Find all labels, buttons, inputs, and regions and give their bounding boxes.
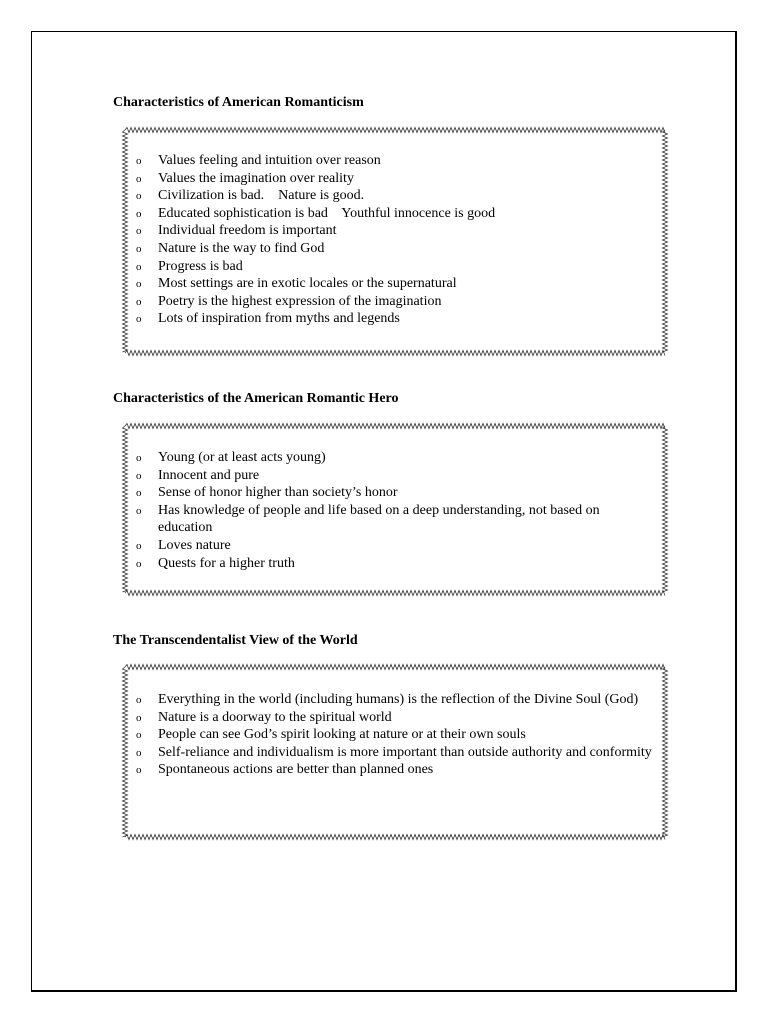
bullet-marker: o [136, 539, 142, 552]
bordered-box-romanticism [122, 127, 668, 356]
bullet-marker: o [136, 694, 142, 706]
list-item [136, 761, 656, 779]
wavy-border-segment [125, 424, 665, 429]
list-item [136, 449, 656, 467]
list-item-text: Nature is the way to find God [158, 240, 325, 256]
list-item-text: Quests for a higher truth [158, 555, 295, 571]
list-item [136, 222, 656, 240]
list-item [136, 187, 656, 205]
list-item [136, 152, 656, 170]
section-heading-romanticism: Characteristics of American Romanticism [113, 95, 364, 110]
wavy-border-segment [123, 426, 128, 592]
list-item-text: Individual freedom is important [158, 223, 337, 239]
bullet-marker: o [136, 504, 142, 517]
bullet-marker: o [136, 278, 142, 291]
bullet-marker: o [136, 172, 142, 185]
bullet-marker: o [136, 155, 142, 167]
list-item [136, 709, 656, 727]
wavy-border-segment [663, 426, 668, 592]
list-item-text: Poetry is the highest expression of the imagination [158, 293, 442, 309]
bullet-marker: o [136, 295, 142, 308]
list-item [136, 467, 656, 485]
bullet-list-transcendentalist [136, 691, 656, 779]
bordered-box-transcendentalist [122, 664, 668, 840]
bullet-list-romanticism [136, 152, 656, 328]
bullet-marker: o [136, 764, 142, 777]
bullet-marker: o [136, 452, 142, 464]
list-item-text: Values feeling and intuition over reason [158, 153, 381, 168]
bullet-marker: o [136, 313, 142, 326]
bordered-box-romantic-hero [122, 423, 668, 596]
list-item [136, 205, 656, 223]
list-item-text: Educated sophistication is bad Youthful innocence is good [158, 205, 496, 221]
list-item-text: Has knowledge of people and life based on a deep understanding, not based on education [158, 502, 604, 536]
list-item [136, 310, 656, 328]
list-item [136, 240, 656, 258]
wavy-border-segment [125, 835, 665, 840]
list-item-text: Most settings are in exotic locales or the supernatural [158, 276, 457, 292]
list-item [136, 726, 656, 744]
bullet-marker: o [136, 729, 142, 742]
list-item-text: Loves nature [158, 537, 231, 553]
list-item [136, 555, 656, 573]
wavy-border-segment [125, 591, 665, 596]
list-item-text: Spontaneous actions are better than planned ones [158, 762, 434, 778]
bullet-marker: o [136, 242, 142, 255]
wavy-border-segment [123, 130, 128, 352]
list-item-text: Progress is bad [158, 258, 243, 274]
list-item [136, 275, 656, 293]
list-item [136, 170, 656, 188]
wavy-border-segment [125, 665, 665, 670]
list-item [136, 502, 656, 537]
list-item-text: Civilization is bad. Nature is good. [158, 188, 365, 204]
bullet-marker: o [136, 207, 142, 220]
wavy-border-segment [125, 351, 665, 356]
list-item [136, 744, 656, 762]
wavy-border-segment [663, 130, 668, 352]
list-item-text: Self-reliance and individualism is more important than outside authority and conformity [158, 744, 652, 760]
list-item-text: Sense of honor higher than society’s honor [158, 485, 398, 501]
bullet-list-romantic-hero [136, 449, 656, 572]
bullet-marker: o [136, 469, 142, 482]
list-item-text: Innocent and pure [158, 467, 260, 483]
list-item-text: Lots of inspiration from myths and legends [158, 311, 400, 327]
bullet-marker: o [136, 190, 142, 203]
list-item [136, 293, 656, 311]
bullet-marker: o [136, 487, 142, 500]
section-heading-transcendentalist: The Transcendentalist View of the World [113, 633, 358, 648]
list-item-text: Nature is a doorway to the spiritual world [158, 709, 392, 725]
list-item [136, 537, 656, 555]
list-item [136, 691, 656, 709]
list-item [136, 258, 656, 276]
wavy-border-segment [663, 667, 668, 837]
wavy-border-segment [123, 667, 128, 837]
list-item-text: Young (or at least acts young) [158, 450, 326, 465]
list-item-text: Values the imagination over reality [158, 170, 354, 186]
bullet-marker: o [136, 260, 142, 273]
list-item-text: People can see God’s spirit looking at nature or at their own souls [158, 727, 526, 743]
bullet-marker: o [136, 557, 142, 570]
bullet-marker: o [136, 225, 142, 238]
section-heading-romantic-hero: Characteristics of the American Romantic Hero [113, 391, 399, 406]
bullet-marker: o [136, 711, 142, 724]
list-item-text: Everything in the world (including humans) is the reflection of the Divine Soul (God) [158, 692, 639, 707]
bullet-marker: o [136, 746, 142, 759]
list-item [136, 484, 656, 502]
wavy-border-segment [125, 128, 665, 133]
